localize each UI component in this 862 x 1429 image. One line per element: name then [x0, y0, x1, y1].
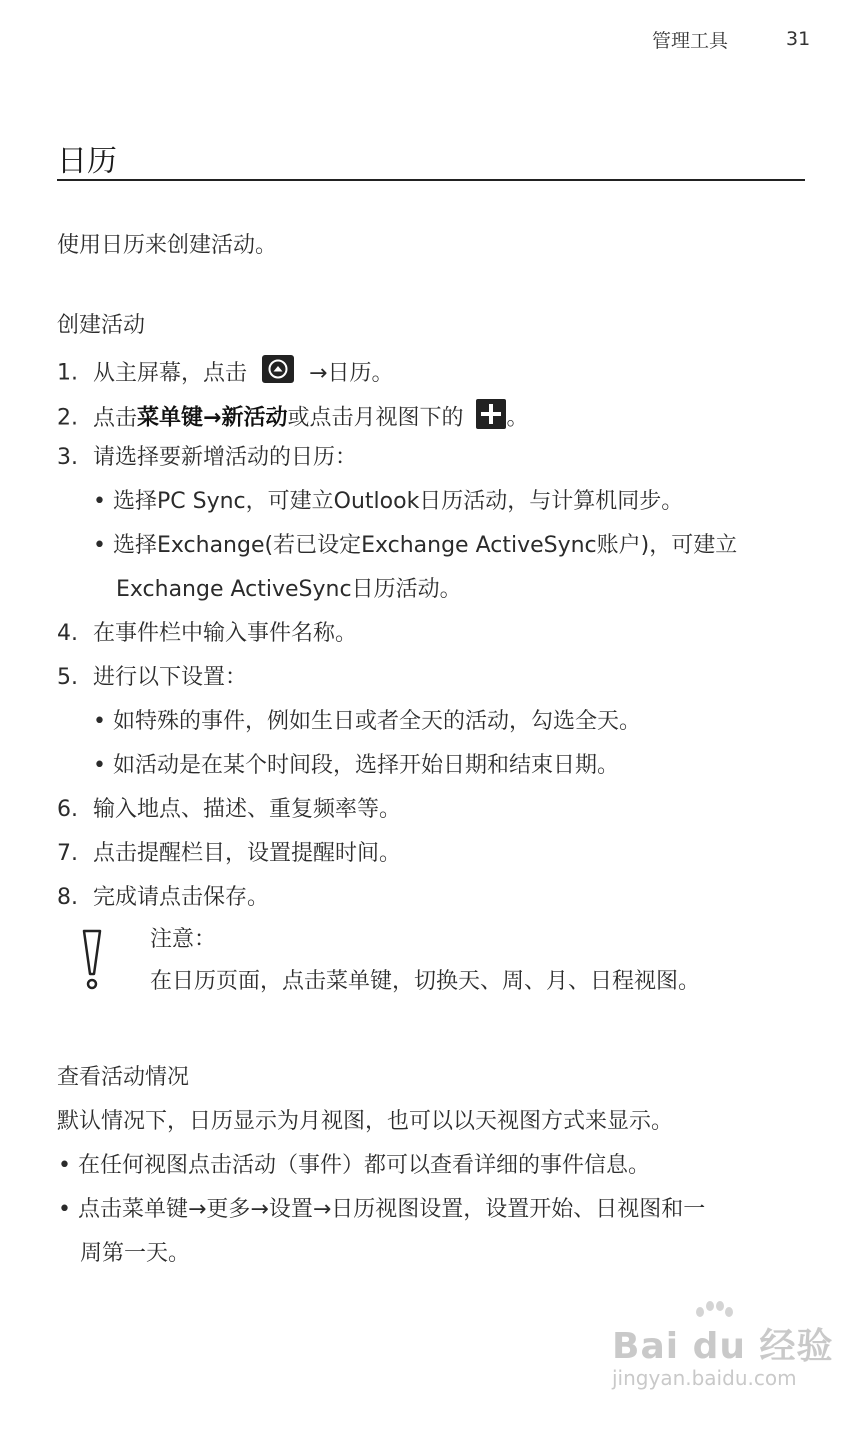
step-3: [57, 443, 357, 473]
page-number: 31: [786, 28, 811, 50]
step-4: [57, 619, 357, 649]
baidu-watermark-logo: Bai du 经验: [612, 1326, 834, 1367]
view-bullet-1: • 在任何视图点击活动（事件）都可以查看详细的事件信息。: [78, 1151, 650, 1181]
title-divider: [57, 179, 805, 181]
view-heading: 查看活动情况: [57, 1065, 190, 1090]
step-6: [57, 795, 401, 825]
view-bullet-2-cont: 周第一天。: [80, 1241, 191, 1266]
step-3-bullet-2-cont: Exchange ActiveSync日历活动。: [116, 577, 462, 602]
step-8: [57, 883, 269, 913]
step-3-bullet-2: • 选择Exchange(若已设定Exchange ActiveSync账户)，可建立: [113, 531, 737, 561]
step-5-bullet-1: • 如特殊的事件，例如生日或者全天的活动，勾选全天。: [113, 707, 641, 737]
create-heading: 创建活动: [57, 313, 146, 338]
step-1: [57, 355, 393, 392]
step-5: [57, 663, 247, 693]
step-2: [57, 399, 528, 438]
step-text: 在事件栏中输入事件名称。: [93, 621, 358, 646]
note-label: 注意：: [150, 927, 217, 952]
step-3-bullet-1: • 选择PC Sync，可建立Outlook日历活动，与计算机同步。: [113, 487, 683, 517]
step-7: [57, 839, 401, 869]
step-number: 6.: [57, 797, 78, 822]
step-number: 1.: [57, 360, 78, 386]
note-text: 在日历页面，点击菜单键，切换天、周、月、日程视图。: [150, 969, 701, 994]
step-text: 点击提醒栏目，设置提醒时间。: [93, 841, 402, 866]
step-text-end: 。: [506, 405, 529, 431]
step-text-end: →日历。: [309, 360, 394, 386]
step-number: 2.: [57, 405, 78, 431]
step-text: 输入地点、描述、重复频率等。: [93, 797, 402, 822]
step-text: 从主屏幕，点击: [93, 360, 248, 386]
step-number: 8.: [57, 885, 78, 910]
step-number: 4.: [57, 621, 78, 646]
watermark-url: jingyan.baidu.com: [612, 1366, 797, 1390]
step-number: 7.: [57, 841, 78, 866]
intro-text: 使用日历来创建活动。: [57, 233, 278, 258]
step-number: 5.: [57, 665, 78, 690]
launcher-circle-icon: [262, 355, 294, 392]
plus-icon: [476, 399, 506, 438]
page-title: 日历: [57, 144, 117, 179]
step-text: 进行以下设置：: [93, 665, 248, 690]
view-text: 默认情况下，日历显示为月视图，也可以以天视图方式来显示。: [57, 1109, 674, 1134]
step-text: 点击: [93, 405, 138, 431]
menu-path: 菜单键→新活动: [137, 405, 288, 431]
step-text: 完成请点击保存。: [93, 885, 270, 910]
view-bullet-2: • 点击菜单键→更多→设置→日历视图设置，设置开始、日视图和一: [78, 1195, 705, 1225]
step-5-bullet-2: • 如活动是在某个时间段，选择开始日期和结束日期。: [113, 751, 619, 781]
paw-icon: [692, 1300, 736, 1332]
section-header: 管理工具: [652, 30, 729, 52]
exclamation-icon: [80, 928, 104, 996]
step-text-mid: 或点击月视图下的: [287, 405, 464, 431]
step-text: 请选择要新增活动的日历：: [93, 445, 358, 470]
step-number: 3.: [57, 445, 78, 470]
